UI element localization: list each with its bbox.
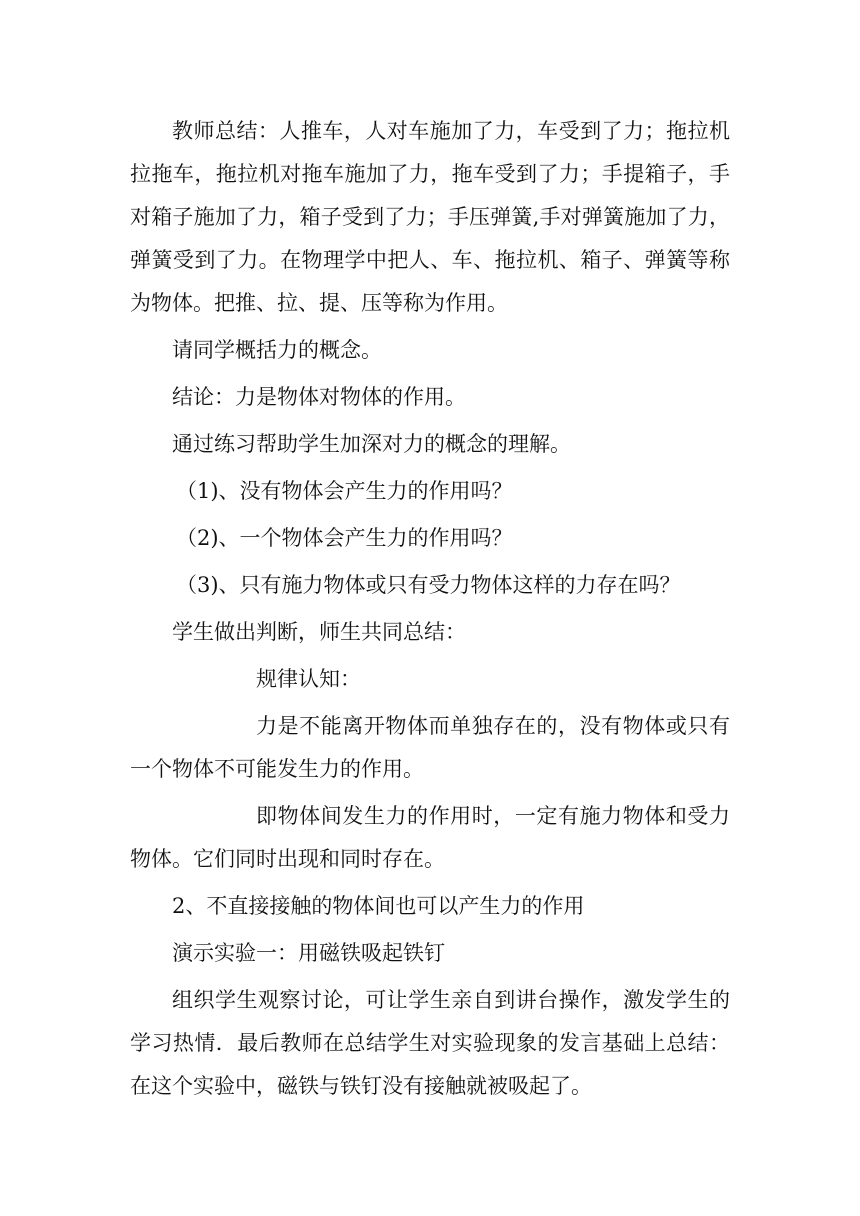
paragraph-practice-intro: 通过练习帮助学生加深对力的概念的理解。 (172, 432, 571, 456)
paragraph-section-2-heading: 2、不直接接触的物体间也可以产生力的作用 (172, 894, 585, 918)
paragraph-experiment-discussion: 组织学生观察讨论，可让学生亲自到讲台操作，激发学生的学习热情．最后教师在总结学生对实验现象的发言基础上总结：在这个实验中，磁铁与铁钉没有接触就被吸起了。 (130, 988, 730, 1098)
paragraph-rule-heading: 规律认知： (256, 667, 361, 691)
paragraph-question-1: （1)、没有物体会产生力的作用吗？ (176, 479, 513, 503)
paragraph-student-judgement: 学生做出判断，师生共同总结： (172, 620, 466, 644)
paragraph-conclusion: 结论：力是物体对物体的作用。 (172, 385, 466, 409)
paragraph-question-3: （3)、只有施力物体或只有受力物体这样的力存在吗？ (176, 573, 681, 597)
paragraph-rule-2: 即物体间发生力的作用时，一定有施力物体和受力物体。它们同时出现和同时存在。 (130, 804, 730, 871)
paragraph-rule-1: 力是不能离开物体而单独存在的，没有物体或只有一个物体不可能发生力的作用。 (130, 714, 730, 781)
paragraph-question-2: （2)、一个物体会产生力的作用吗？ (176, 526, 513, 550)
paragraph-experiment-1: 演示实验一：用磁铁吸起铁钉 (172, 941, 445, 965)
document-body (130, 110, 730, 1112)
paragraph-teacher-summary: 教师总结：人推车，人对车施加了力，车受到了力；拖拉机拉拖车，拖拉机对拖车施加了力，拖车受到了力；手提箱子，手对箱子施加了力，箱子受到了力；手压弹簧,手对弹簧施加了力，弹簧受到了力。在物理学中把人、车、拖拉机、箱子、弹簧等称为物体。把推、拉、提、压等称为作用。 (130, 119, 730, 315)
paragraph-ask-concept: 请同学概括力的概念。 (172, 338, 382, 362)
